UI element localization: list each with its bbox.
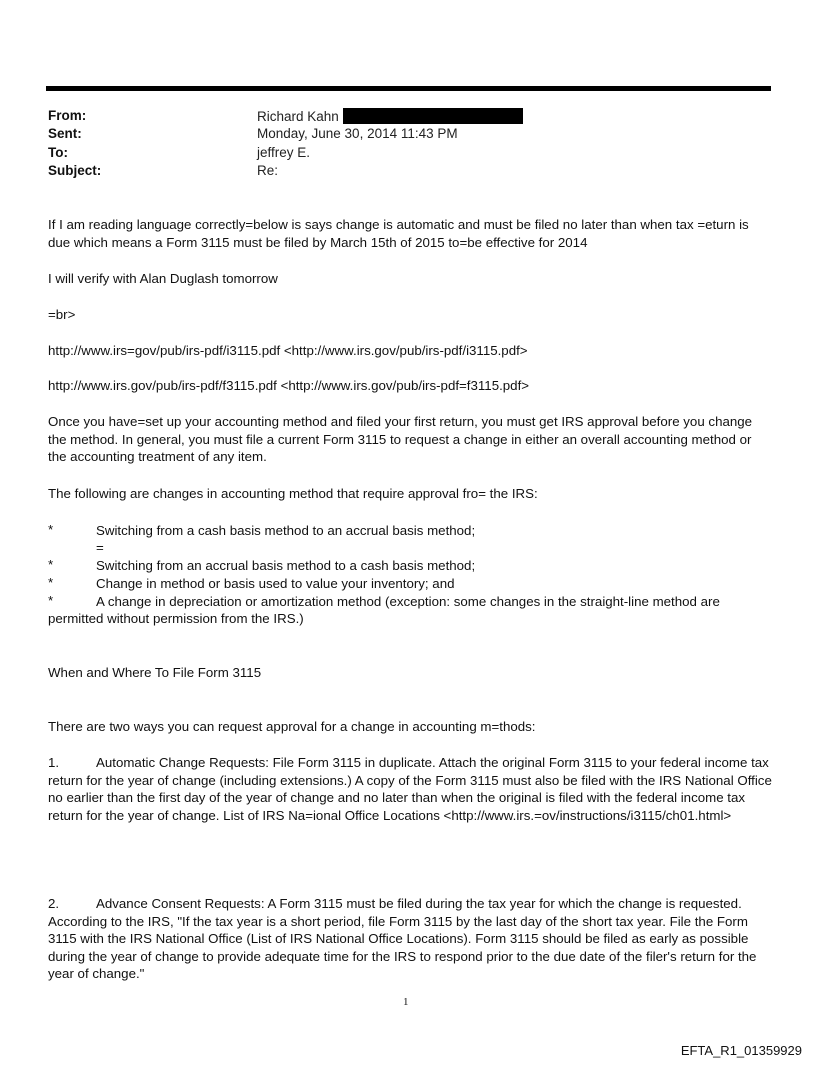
bullet-mark: * bbox=[48, 522, 54, 537]
body-paragraph-8: There are two ways you can request approval for a change in accounting m=thods: bbox=[48, 719, 536, 734]
subject-value: Re: bbox=[257, 163, 279, 178]
link-i3115[interactable]: http://www.irs=gov/pub/irs-pdf/i3115.pdf <http://www.irs.gov/pub/irs-pdf/i3115.pdf> bbox=[48, 343, 528, 358]
from-value bbox=[257, 108, 523, 124]
to-value: jeffrey E. bbox=[257, 145, 311, 160]
body-paragraph-2: I will verify with Alan Duglash tomorrow bbox=[48, 271, 278, 286]
page-number: 1 bbox=[403, 996, 409, 1008]
document-id: EFTA_R1_01359929 bbox=[680, 1043, 802, 1058]
link-f3115[interactable]: http://www.irs.gov/pub/irs-pdf/f3115.pdf <http://www.irs.gov/pub/irs-pdf=f3115.pdf> bbox=[48, 378, 530, 393]
body-paragraph-6: Once you have=set up your accounting method and filed your first return, you must get IRS approval before you change the method. In general, you must file a current Form 3115 to request a change in either an overall accounting method or the accounting treatment of any item. bbox=[48, 414, 753, 464]
header-rule bbox=[46, 86, 771, 91]
from-name: Richard Kahn bbox=[257, 109, 339, 124]
bullet-item-1-eq: = bbox=[96, 540, 104, 555]
bullet-mark: * bbox=[48, 593, 54, 608]
sent-value: Monday, June 30, 2014 11:43 PM bbox=[257, 126, 458, 141]
bullet-item-4: A change in depreciation or amortization method (exception: some changes in the straight-line method are bbox=[96, 594, 720, 609]
body-paragraph-7: The following are changes in accounting method that require approval fro= the IRS: bbox=[48, 486, 538, 501]
bullet-item-4-continued: permitted without permission from the IRS.) bbox=[48, 611, 304, 626]
numbered-item-1 bbox=[48, 754, 773, 824]
numbered-item-2 bbox=[48, 895, 773, 983]
redaction-box bbox=[343, 108, 523, 124]
bullet-mark: * bbox=[48, 557, 54, 572]
body-paragraph-3: =br> bbox=[48, 307, 76, 322]
numbered-item-1-text: Automatic Change Requests: File Form 3115 in duplicate. Attach the original Form 3115 to your federal income tax return for the year of change (including extensions.) A copy of the Form 3115 must also be filed with the IRS National Office no earlier than the first day of the year of change and no later than when the original is filed with the federal income tax return for the year of change. List of IRS Na=ional Office Locations <http://www.irs.=ov/instructions/i3115/ch01.html> bbox=[48, 755, 772, 823]
bullet-item-3: Change in method or basis used to value your inventory; and bbox=[96, 576, 455, 591]
from-label: From: bbox=[48, 108, 87, 123]
to-label: To: bbox=[48, 145, 68, 160]
subject-label: Subject: bbox=[48, 163, 102, 178]
sent-label: Sent: bbox=[48, 126, 82, 141]
numbered-item-2-number: 2. bbox=[48, 896, 60, 911]
bullet-mark: * bbox=[48, 575, 54, 590]
numbered-item-2-text: Advance Consent Requests: A Form 3115 must be filed during the tax year for which the change is requested. According to the IRS, "If the tax year is a short period, file Form 3115 by the last day of the short tax year. File the Form 3115 with the IRS National Office (List of IRS National Office Locations). Form 3115 should be filed as early as possible during the year of change to provide adequate time for the IRS to respond prior to the due date of the filer's return for the year of change." bbox=[48, 896, 757, 981]
bullet-item-2: Switching from an accrual basis method to a cash basis method; bbox=[96, 558, 476, 573]
section-heading: When and Where To File Form 3115 bbox=[48, 665, 262, 680]
body-paragraph-1: If I am reading language correctly=below is says change is automatic and must be filed no later than when tax =eturn is due which means a Form 3115 must be filed by March 15th of 2015 to=be effective for 2014 bbox=[48, 217, 749, 250]
numbered-item-1-number: 1. bbox=[48, 755, 60, 770]
bullet-item-1: Switching from a cash basis method to an accrual basis method; bbox=[96, 523, 476, 538]
